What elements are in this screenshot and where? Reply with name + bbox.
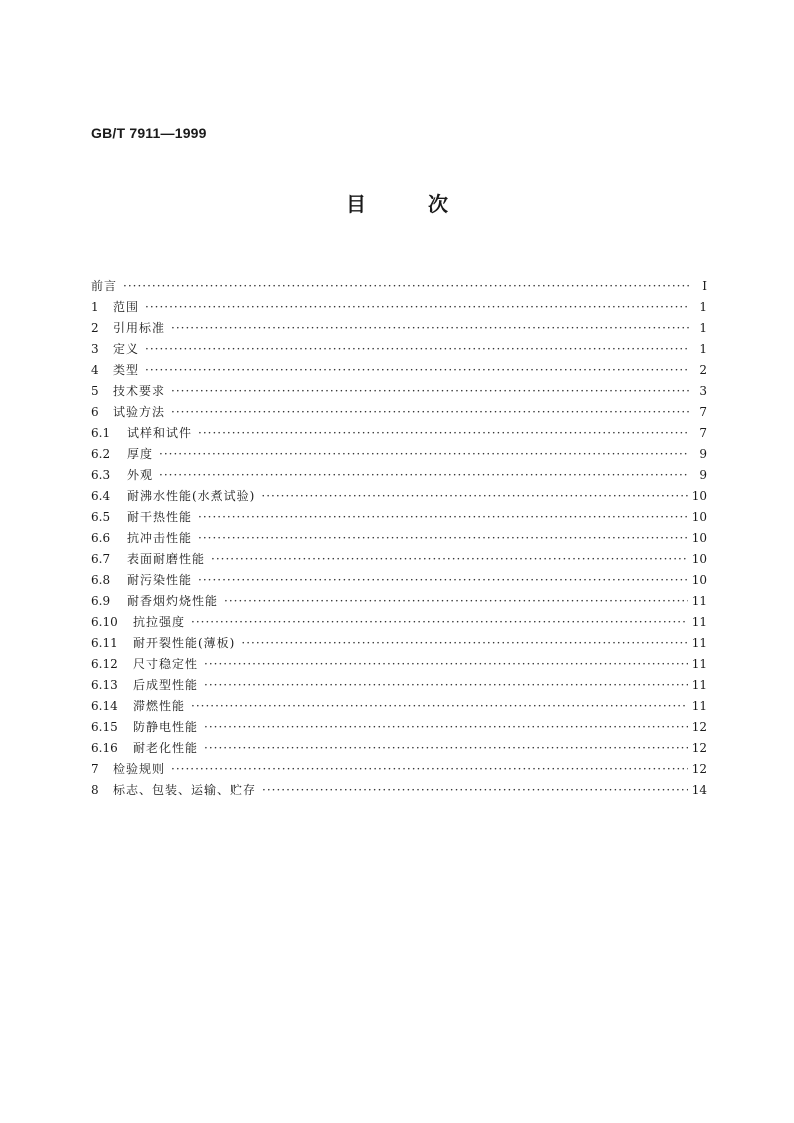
toc-entry[interactable] — [91, 591, 707, 612]
toc-entry-page: 10 — [691, 531, 707, 545]
toc-entry-page: 7 — [699, 405, 707, 419]
toc-leader-dots — [159, 444, 689, 465]
toc-entry[interactable] — [91, 381, 707, 402]
toc-leader-dots — [145, 360, 689, 381]
toc-entry-label: 后成型性能 — [133, 678, 199, 692]
toc-entry[interactable] — [91, 654, 707, 675]
toc-entry[interactable] — [91, 549, 707, 570]
toc-entry-number: 6.5 — [91, 510, 111, 524]
toc-entry-number: 2 — [91, 321, 99, 335]
toc-leader-dots — [145, 297, 689, 318]
toc-entry-page: 12 — [691, 762, 707, 776]
toc-entry-label: 类型 — [113, 363, 140, 377]
toc-entry-page: 10 — [691, 510, 707, 524]
toc-leader-dots — [204, 717, 688, 738]
toc-entry-number: 6.9 — [91, 594, 111, 608]
toc-entry-number: 6.13 — [91, 678, 118, 692]
toc-entry-number: 6.15 — [91, 720, 118, 734]
title-char-1: 目 — [346, 192, 366, 216]
toc-entry-label: 耐香烟灼烧性能 — [127, 594, 219, 608]
toc-entry-page: 12 — [691, 720, 707, 734]
toc-leader-dots — [171, 318, 689, 339]
toc-leader-dots — [198, 528, 688, 549]
toc-leader-dots — [224, 591, 688, 612]
toc-entry-page: 1 — [699, 342, 707, 356]
toc-entry-page: 11 — [691, 699, 707, 713]
toc-entry[interactable] — [91, 759, 707, 780]
toc-leader-dots — [204, 738, 688, 759]
toc-entry[interactable] — [91, 360, 707, 381]
toc-entry-number: 4 — [91, 363, 99, 377]
toc-leader-dots — [123, 276, 689, 297]
toc-entry-page: 9 — [699, 447, 707, 461]
toc-entry-number: 6.14 — [91, 699, 118, 713]
toc-entry-number: 1 — [91, 300, 99, 314]
toc-entry-number: 6.1 — [91, 426, 111, 440]
toc-entry-number: 6.16 — [91, 741, 118, 755]
toc-entry[interactable] — [91, 486, 707, 507]
toc-entry[interactable] — [91, 633, 707, 654]
toc-entry-label: 定义 — [113, 342, 140, 356]
toc-entry-number: 6.2 — [91, 447, 111, 461]
toc-entry-label: 抗冲击性能 — [127, 531, 193, 545]
toc-entry[interactable] — [91, 738, 707, 759]
toc-entry-page: 1 — [699, 300, 707, 314]
toc-entry-page: 3 — [699, 384, 707, 398]
toc-entry-label: 厚度 — [127, 447, 154, 461]
page-title — [0, 188, 794, 217]
toc-leader-dots — [204, 675, 688, 696]
toc-entry[interactable] — [91, 465, 707, 486]
toc-leader-dots — [211, 549, 688, 570]
toc-entry-page: 11 — [691, 678, 707, 692]
toc-entry[interactable] — [91, 507, 707, 528]
toc-entry-number: 6.7 — [91, 552, 111, 566]
toc-entry-label: 检验规则 — [113, 762, 166, 776]
toc-entry-number: 6.4 — [91, 489, 111, 503]
toc-leader-dots — [191, 612, 688, 633]
toc-entry[interactable] — [91, 675, 707, 696]
toc-entry-page: 2 — [699, 363, 707, 377]
toc-entry-page: Ⅰ — [702, 279, 707, 293]
toc-leader-dots — [145, 339, 689, 360]
toc-entry-label: 试样和试件 — [127, 426, 193, 440]
toc-entry-label: 外观 — [127, 468, 154, 482]
toc-entry[interactable] — [91, 318, 707, 339]
toc-entry-label: 耐老化性能 — [133, 741, 199, 755]
toc-entry-label: 滞燃性能 — [133, 699, 186, 713]
toc-leader-dots — [204, 654, 688, 675]
toc-entry-label: 引用标准 — [113, 321, 166, 335]
title-char-2: 次 — [428, 192, 448, 216]
toc-entry-page: 12 — [691, 741, 707, 755]
toc-entry[interactable] — [91, 402, 707, 423]
toc-entry[interactable] — [91, 297, 707, 318]
toc-entry-number: 6.10 — [91, 615, 118, 629]
toc-entry-page: 11 — [691, 594, 707, 608]
toc-entry[interactable] — [91, 570, 707, 591]
toc-entry[interactable] — [91, 444, 707, 465]
toc-entry-page: 11 — [691, 636, 707, 650]
toc-entry-number: 6.3 — [91, 468, 111, 482]
toc-entry-number: 3 — [91, 342, 99, 356]
toc-leader-dots — [261, 486, 687, 507]
toc-entry-page: 10 — [691, 552, 707, 566]
toc-entry-page: 14 — [691, 783, 707, 797]
toc-entry-number: 6.11 — [91, 636, 118, 650]
toc-entry-page: 11 — [691, 657, 707, 671]
toc-entry-number: 6.8 — [91, 573, 111, 587]
toc-entry[interactable] — [91, 276, 707, 297]
toc-entry[interactable] — [91, 780, 707, 801]
toc-leader-dots — [198, 423, 689, 444]
toc-leader-dots — [159, 465, 689, 486]
toc-entry-label: 前言 — [91, 279, 118, 293]
toc-leader-dots — [171, 381, 689, 402]
toc-entry-page: 1 — [699, 321, 707, 335]
toc-entry-page: 10 — [691, 489, 707, 503]
toc-entry-label: 防静电性能 — [133, 720, 199, 734]
toc-entry-number: 7 — [91, 762, 99, 776]
table-of-contents — [91, 276, 707, 801]
toc-entry-label: 耐开裂性能(薄板) — [133, 636, 236, 650]
toc-entry-number: 6.12 — [91, 657, 118, 671]
toc-entry-page: 9 — [699, 468, 707, 482]
toc-leader-dots — [262, 780, 688, 801]
toc-entry[interactable] — [91, 612, 707, 633]
toc-entry[interactable] — [91, 696, 707, 717]
toc-entry[interactable] — [91, 423, 707, 444]
toc-entry-number: 6.6 — [91, 531, 111, 545]
toc-entry-label: 试验方法 — [113, 405, 166, 419]
toc-leader-dots — [171, 759, 688, 780]
toc-entry-label: 耐污染性能 — [127, 573, 193, 587]
standard-code: GB/T 7911—1999 — [91, 125, 207, 141]
toc-leader-dots — [198, 507, 688, 528]
toc-entry-label: 耐沸水性能(水煮试验) — [127, 489, 256, 503]
toc-entry-label: 耐干热性能 — [127, 510, 193, 524]
toc-leader-dots — [171, 402, 689, 423]
toc-entry[interactable] — [91, 339, 707, 360]
toc-entry-number: 6 — [91, 405, 99, 419]
toc-leader-dots — [198, 570, 688, 591]
toc-leader-dots — [191, 696, 688, 717]
toc-entry-label: 范围 — [113, 300, 140, 314]
toc-entry-label: 技术要求 — [113, 384, 166, 398]
toc-entry-number: 5 — [91, 384, 99, 398]
toc-entry-page: 10 — [691, 573, 707, 587]
toc-entry[interactable] — [91, 528, 707, 549]
toc-entry[interactable] — [91, 717, 707, 738]
toc-entry-label: 表面耐磨性能 — [127, 552, 206, 566]
toc-entry-label: 标志、包装、运输、贮存 — [113, 783, 257, 797]
toc-leader-dots — [241, 633, 687, 654]
toc-entry-label: 抗拉强度 — [133, 615, 186, 629]
toc-entry-number: 8 — [91, 783, 99, 797]
toc-entry-page: 11 — [691, 615, 707, 629]
toc-entry-label: 尺寸稳定性 — [133, 657, 199, 671]
toc-entry-page: 7 — [699, 426, 707, 440]
